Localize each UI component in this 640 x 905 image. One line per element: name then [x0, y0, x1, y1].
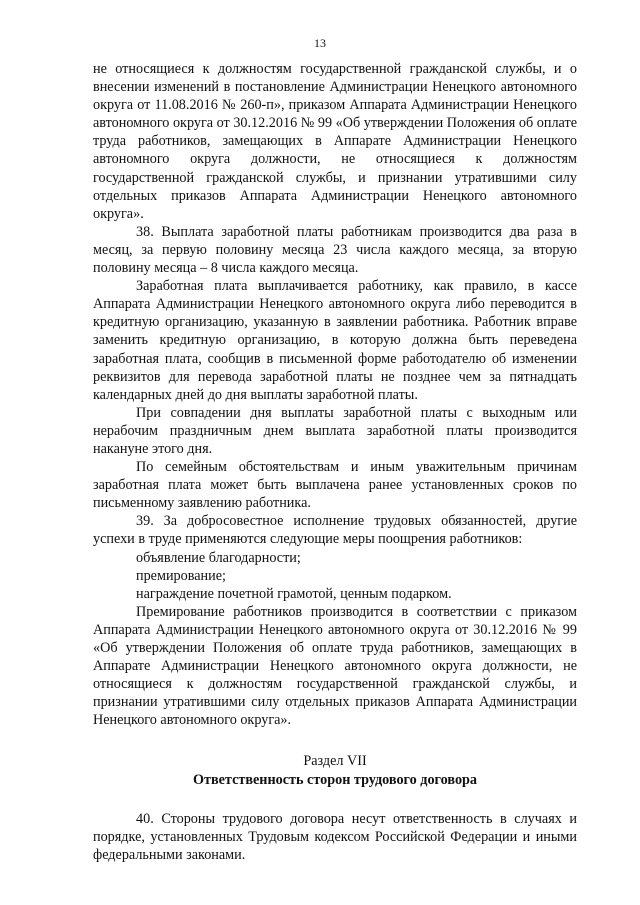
paragraph-item-39: 39. За добросовестное исполнение трудовых обязанностей, другие успехи в труде применяются следующие меры поощрения работников: [93, 513, 577, 548]
paragraph-continuation: не относящиеся к должностям государственной гражданской службы, и о внесении изменений в постановление Администрации Ненецкого автономного округа от 11.08.2016 № 260-п», приказом Аппарата Администрации Ненецкого автономного округа от 30.12.2016 № 99 «Об утверждении Положения об оплате труда работников, замещающих в Аппарате Администрации Ненецкого автономного округа должности, не относящиеся к должностям государственной гражданской службы, и признании утратившими силу отдельных приказов Аппарата Администрации Ненецкого автономного округа». [93, 61, 577, 222]
document-body [93, 60, 577, 864]
paragraph-holiday-payment: При совпадении дня выплаты заработной платы с выходным или нерабочим праздничным днем выплата заработной платы производится накануне этого дня. [93, 404, 577, 457]
list-item-gratitude: объявление благодарности; [136, 549, 301, 566]
paragraph-item-38: 38. Выплата заработной платы работникам производится два раза в месяц, за первую половину месяца 23 числа каждого месяца, за вторую половину месяца – 8 числа каждого месяца. [93, 223, 577, 277]
list-item-award: награждение почетной грамотой, ценным подарком. [136, 585, 452, 602]
list-item-bonus: премирование; [136, 567, 226, 584]
page-number: 13 [314, 36, 326, 50]
paragraph-early-payment: По семейным обстоятельствам и иным уважительным причинам заработная плата может быть выплачена ранее установленных сроков по письменному заявлению работника. [93, 459, 577, 512]
section-title: Ответственность сторон трудового договора [192, 771, 478, 788]
paragraph-salary-payment: Заработная плата выплачивается работнику, как правило, в кассе Аппарата Администрации Ненецкого автономного округа либо переводится в кредитную организацию, указанную в заявлении работника. Работник вправе заменить кредитную организацию, в которую должна быть переведена заработная плата, сообщив в письменной форме работодателю об изменении реквизитов для перевода заработной платы не позднее чем за пятнадцать календарных дней до дня выплаты заработной платы. [93, 278, 577, 403]
section-number: Раздел VII [303, 753, 367, 770]
paragraph-bonus-order: Премирование работников производится в соответствии с приказом Аппарата Администрации Ненецкого автономного округа от 30.12.2016 № 99 «Об утверждении Положения об оплате труда работников, замещающих в Аппарате Администрации Ненецкого автономного округа должности, не относящиеся к должностям государственной гражданской службы, и признании утратившими силу отдельных приказов Аппарата Администрации Ненецкого автономного округа». [93, 603, 577, 729]
section-heading [93, 752, 577, 788]
paragraph-item-40: 40. Стороны трудового договора несут ответственность в случаях и порядке, установленных Трудовым кодексом Российской Федерации и иными федеральными законами. [93, 810, 577, 863]
